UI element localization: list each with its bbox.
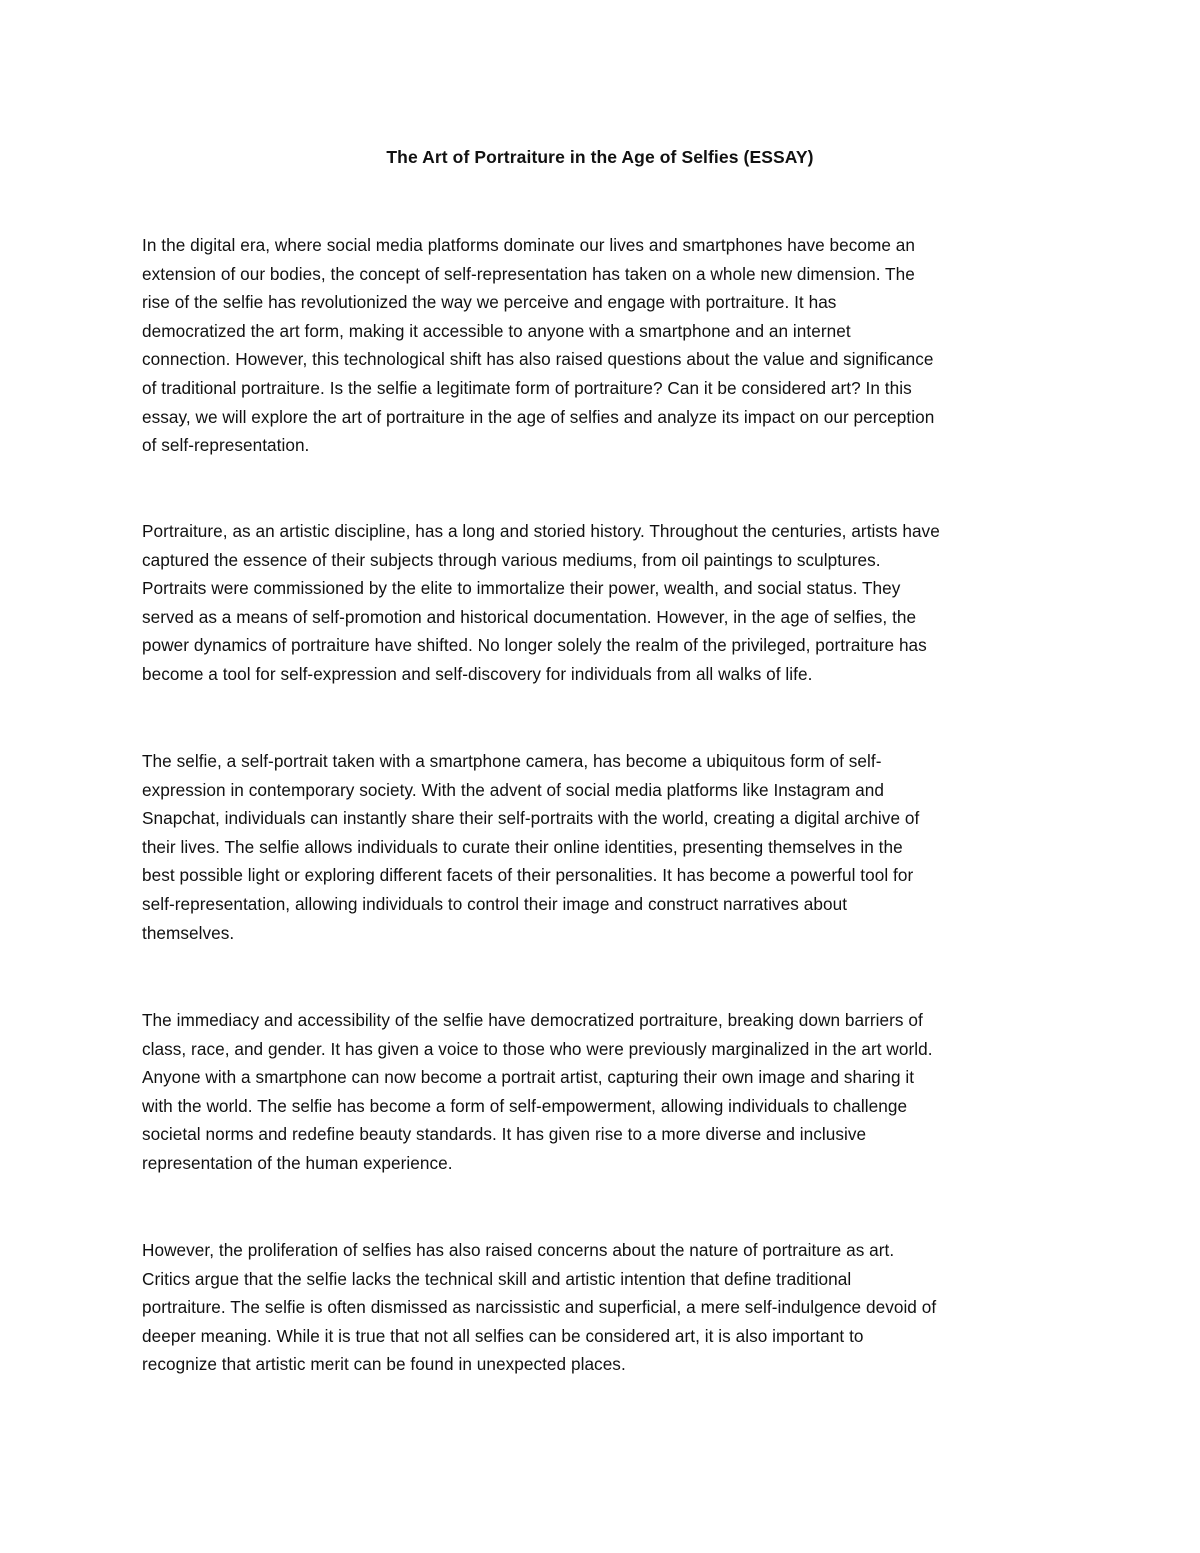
paragraph-line: portraiture. The selfie is often dismissed as narcissistic and superficial, a mere self-indulgence devoid of: [142, 1297, 937, 1318]
paragraph-line: societal norms and redefine beauty standards. It has given rise to a more diverse and inclusive: [142, 1124, 867, 1145]
paragraph-line: representation of the human experience.: [142, 1152, 453, 1173]
paragraph-line: power dynamics of portraiture have shifted. No longer solely the realm of the privileged, portraiture has: [142, 635, 927, 656]
paragraph-line: expression in contemporary society. With the advent of social media platforms like Instagram and: [142, 779, 884, 800]
paragraph-line: The immediacy and accessibility of the selfie have democratized portraiture, breaking down barriers of: [142, 1010, 923, 1030]
paragraph-line: captured the essence of their subjects through various mediums, from oil paintings to sculptures.: [142, 549, 881, 570]
document-title: The Art of Portraiture in the Age of Selfies (ESSAY): [386, 147, 814, 167]
paragraph-criticism: [142, 1236, 1060, 1379]
paragraph-line: best possible light or exploring different facets of their personalities. It has become a powerful tool for: [142, 865, 914, 886]
paragraph-line: In the digital era, where social media platforms dominate our lives and smartphones have become an: [142, 235, 916, 255]
paragraph-democratization: [142, 1006, 1060, 1178]
paragraph-line: with the world. The selfie has become a form of self-empowerment, allowing individuals to challenge: [142, 1095, 908, 1116]
paragraph-line: Critics argue that the selfie lacks the technical skill and artistic intention that define traditional: [142, 1268, 852, 1289]
paragraph-line: recognize that artistic merit can be found in unexpected places.: [142, 1354, 626, 1375]
paragraph-line: connection. However, this technological shift has also raised questions about the value and significance: [142, 349, 934, 370]
paragraph-line: served as a means of self-promotion and historical documentation. However, in the age of selfies, the: [142, 606, 917, 627]
paragraph-line: extension of our bodies, the concept of self-representation has taken on a whole new dimension. The: [142, 263, 915, 284]
paragraph-line: democratized the art form, making it accessible to anyone with a smartphone and an internet: [142, 320, 851, 341]
paragraph-line: deeper meaning. While it is true that not all selfies can be considered art, it is also important to: [142, 1325, 864, 1346]
paragraph-line: Anyone with a smartphone can now become a portrait artist, capturing their own image and sharing it: [142, 1067, 915, 1088]
paragraph-line: Portraits were commissioned by the elite to immortalize their power, wealth, and social status. They: [142, 578, 901, 599]
paragraph-line: become a tool for self-expression and self-discovery for individuals from all walks of life.: [142, 663, 813, 684]
paragraph-line: Portraiture, as an artistic discipline, has a long and storied history. Throughout the centuries, artists have: [142, 521, 940, 541]
paragraph-line: self-representation, allowing individuals to control their image and construct narratives about: [142, 893, 848, 914]
paragraph-introduction: [142, 231, 1060, 460]
paragraph-line: class, race, and gender. It has given a voice to those who were previously marginalized in the art world.: [142, 1038, 933, 1059]
paragraph-line: themselves.: [142, 922, 235, 943]
paragraph-history: [142, 517, 1060, 689]
paragraph-line: of traditional portraiture. Is the selfie a legitimate form of portraiture? Can it be considered art? In this: [142, 377, 912, 398]
paragraph-line: rise of the selfie has revolutionized the way we perceive and engage with portraiture. It has: [142, 292, 837, 313]
paragraph-line: Snapchat, individuals can instantly share their self-portraits with the world, creating a digital archive of: [142, 808, 920, 829]
paragraph-line: However, the proliferation of selfies has also raised concerns about the nature of portraiture as art.: [142, 1240, 895, 1260]
paragraph-line: essay, we will explore the art of portraiture in the age of selfies and analyze its impact on our perception: [142, 406, 935, 427]
paragraph-line: their lives. The selfie allows individuals to curate their online identities, presenting themselves in the: [142, 836, 903, 857]
paragraph-line: The selfie, a self-portrait taken with a smartphone camera, has become a ubiquitous form of self-: [142, 751, 882, 771]
paragraph-line: of self-representation.: [142, 435, 310, 456]
paragraph-selfie-definition: [142, 747, 1060, 947]
